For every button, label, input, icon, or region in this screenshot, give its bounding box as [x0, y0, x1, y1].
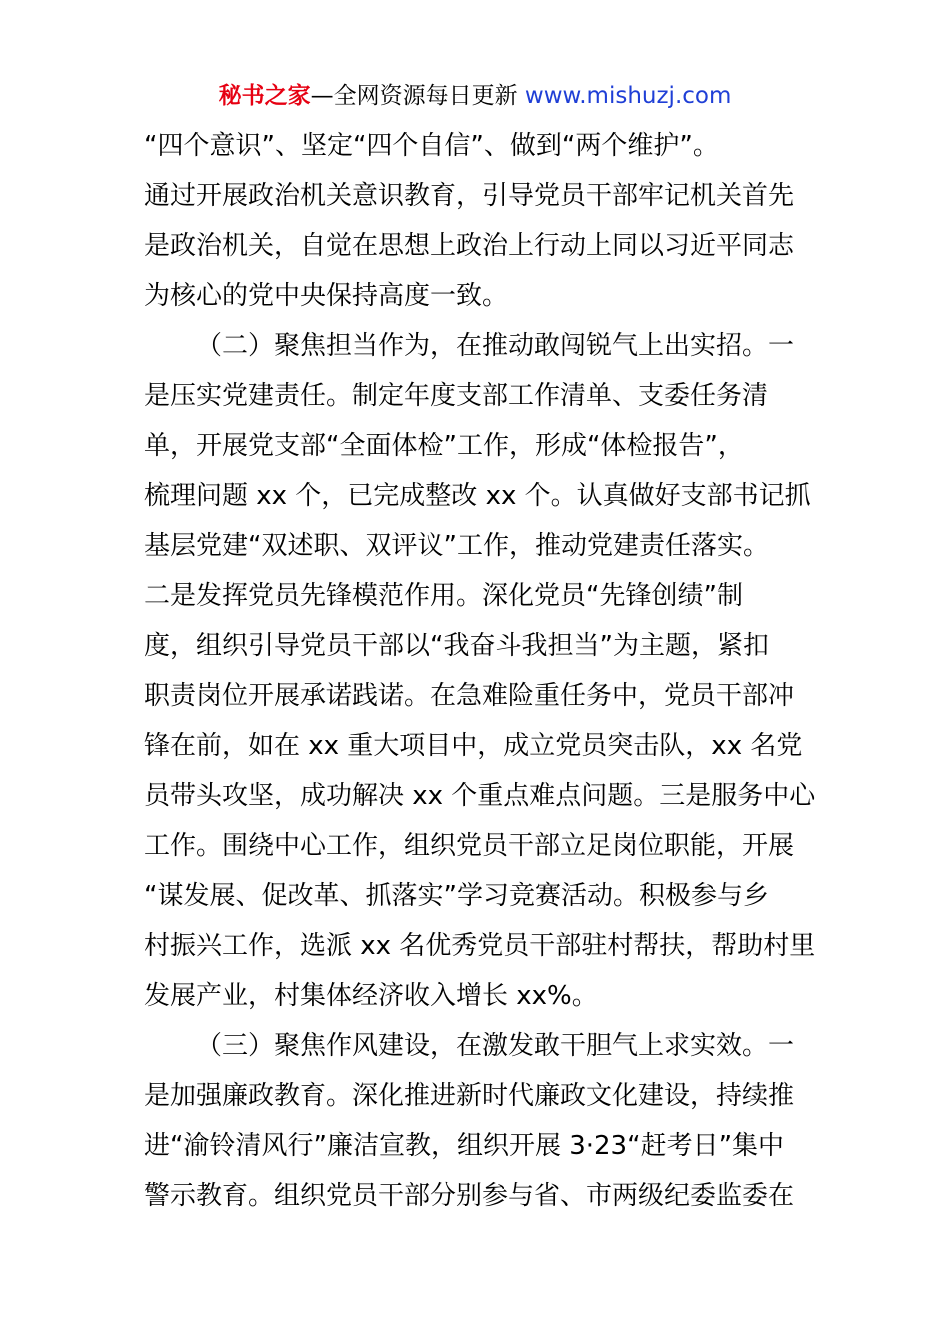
section-heading-line: （二）聚焦担当作为，在推动敢闯锐气上出实招。一 — [196, 331, 795, 361]
text-line: 通过开展政治机关意识教育，引导党员干部牢记机关首先 — [144, 181, 795, 211]
section-heading-line: （三）聚焦作风建设，在激发敢干胆气上求实效。一 — [196, 1031, 795, 1061]
text-line: 是压实党建责任。制定年度支部工作清单、支委任务清 — [144, 381, 769, 411]
text-line: 梳理问题 xx 个，已完成整改 xx 个。认真做好支部书记抓 — [144, 481, 811, 511]
text-line: 是政治机关，自觉在思想上政治上行动上同以习近平同志 — [144, 231, 795, 261]
site-brand: 秘书之家 — [218, 83, 311, 109]
text-line: 进“渝铃清风行”廉洁宣教，组织开展 3·23“赶考日”集中 — [144, 1131, 785, 1161]
text-line: 村振兴工作，选派 xx 名优秀党员干部驻村帮扶，帮助村里 — [144, 931, 816, 961]
text-line: “谋发展、促改革、抓落实”学习竞赛活动。积极参与乡 — [144, 881, 769, 911]
text-line: 基层党建“双述职、双评议”工作，推动党建责任落实。 — [144, 531, 769, 561]
text-line: 单，开展党支部“全面体检”工作，形成“体检报告”， — [144, 431, 744, 461]
text-line: 发展产业，村集体经济收入增长 xx%。 — [144, 981, 598, 1011]
text-line: 员带头攻坚，成功解决 xx 个重点难点问题。三是服务中心 — [144, 781, 816, 811]
text-line: 工作。围绕中心工作，组织党员干部立足岗位职能，开展 — [144, 831, 795, 861]
site-url[interactable]: www.mishuzj.com — [524, 83, 732, 109]
text-line: “四个意识”、坚定“四个自信”、做到“两个维护”。 — [144, 131, 719, 161]
text-line: 警示教育。组织党员干部分别参与省、市两级纪委监委在 — [144, 1181, 795, 1211]
text-line: 二是发挥党员先锋模范作用。深化党员“先锋创绩”制 — [144, 581, 743, 611]
document-body — [144, 121, 814, 1221]
text-line: 是加强廉政教育。深化推进新时代廉政文化建设，持续推 — [144, 1081, 795, 1111]
text-line: 锋在前，如在 xx 重大项目中，成立党员突击队，xx 名党 — [144, 731, 803, 761]
text-line: 度，组织引导党员干部以“我奋斗我担当”为主题，紧扣 — [144, 631, 769, 661]
text-line: 为核心的党中央保持高度一致。 — [144, 281, 509, 311]
site-header — [0, 80, 950, 112]
site-tagline: —全网资源每日更新 — [310, 83, 525, 109]
text-line: 职责岗位开展承诺践诺。在急难险重任务中，党员干部冲 — [144, 681, 795, 711]
